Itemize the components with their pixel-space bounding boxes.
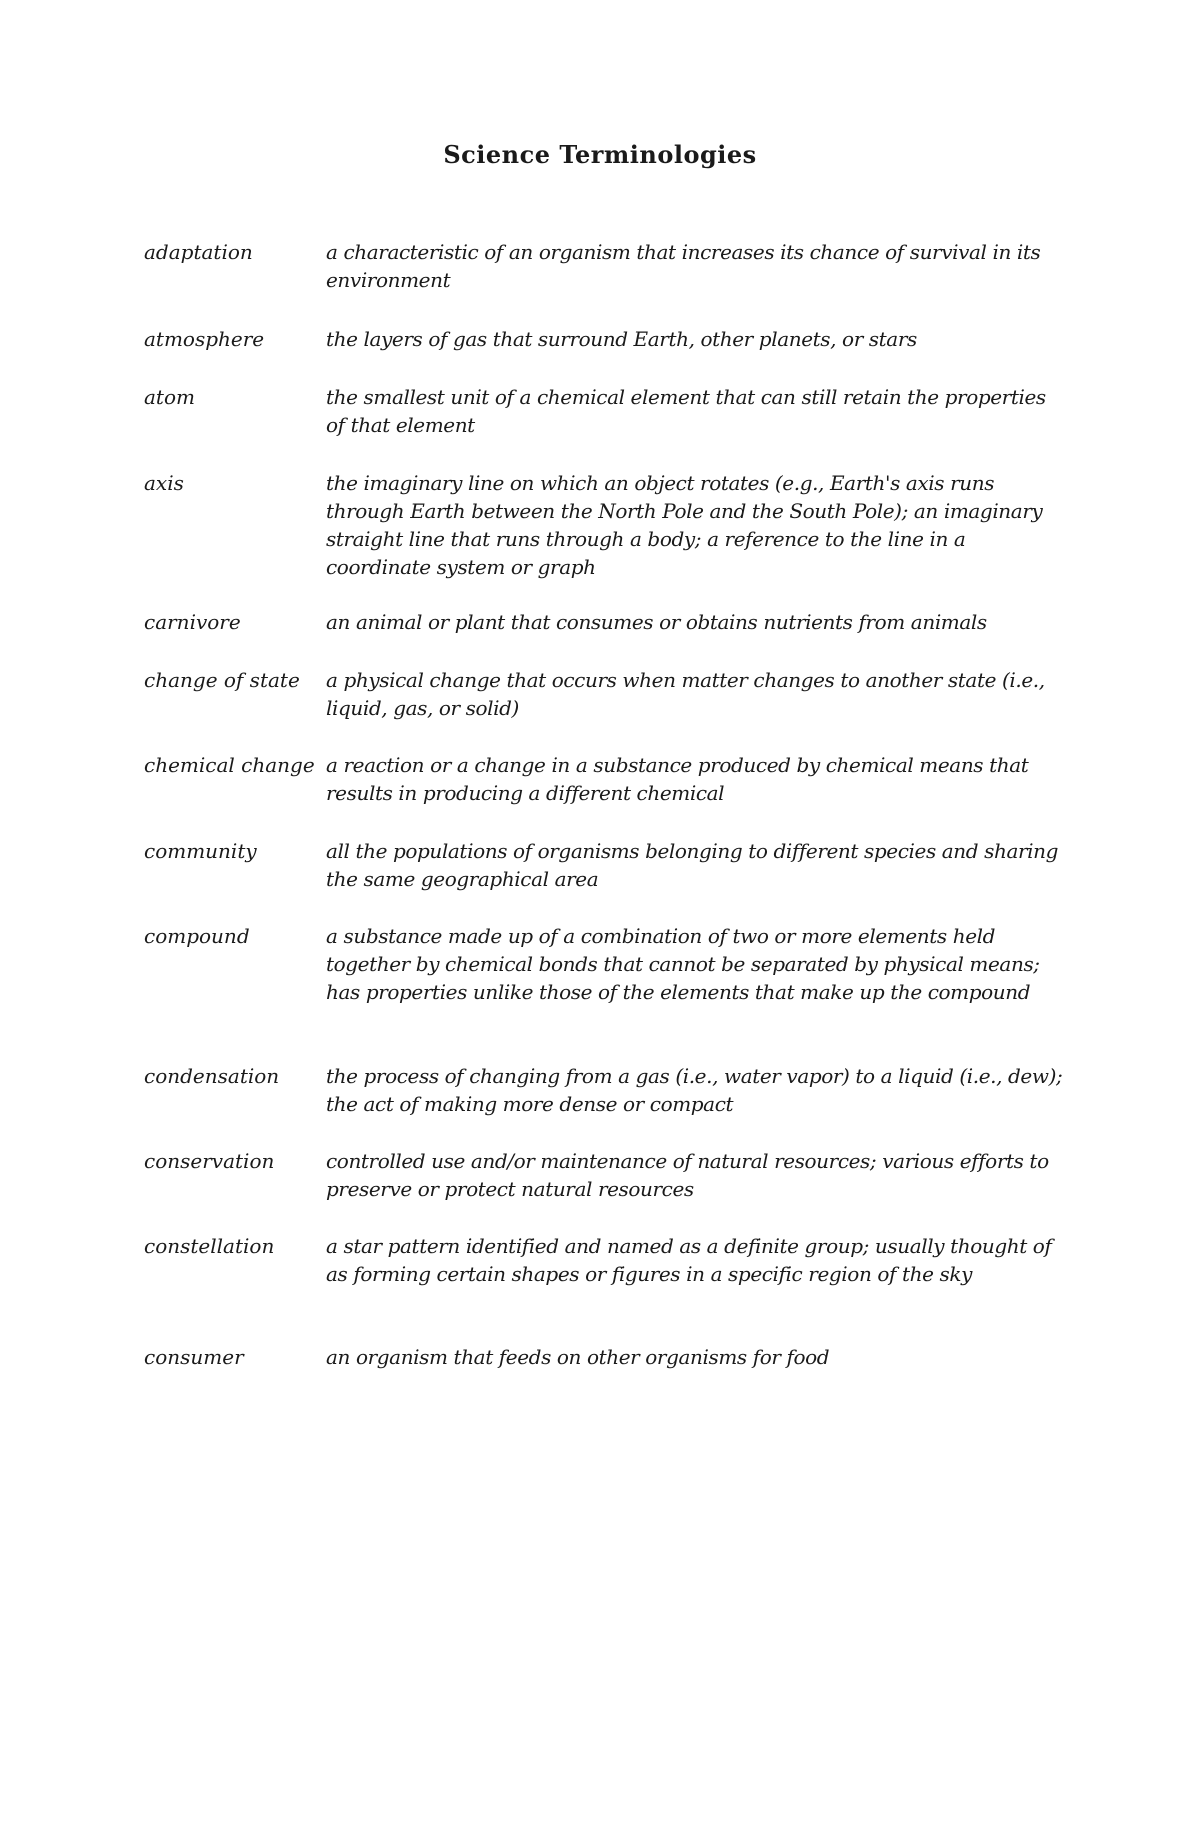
glossary-term: conservation bbox=[144, 1149, 275, 1173]
glossary-definition: the imaginary line on which an object rotates (e.g., Earth's axis runs through Earth between the North Pole and the South Pole); an imaginary straight line that runs through a body; a reference to the line in a coordinate system or graph bbox=[326, 471, 1043, 579]
glossary-term: adaptation bbox=[144, 240, 253, 264]
glossary-term: axis bbox=[144, 471, 184, 495]
glossary-term: compound bbox=[144, 924, 250, 948]
glossary-definition: the layers of gas that surround Earth, other planets, or stars bbox=[326, 327, 917, 351]
glossary-term: atom bbox=[144, 385, 195, 409]
glossary-term: atmosphere bbox=[144, 327, 265, 351]
glossary-term: consumer bbox=[144, 1345, 244, 1369]
glossary-definition: an animal or plant that consumes or obtains nutrients from animals bbox=[326, 610, 987, 634]
glossary-definition: a characteristic of an organism that increases its chance of survival in its environment bbox=[326, 240, 1041, 292]
glossary-definition: a reaction or a change in a substance produced by chemical means that results in producing a different chemical bbox=[326, 753, 1029, 805]
glossary-term: constellation bbox=[144, 1234, 275, 1258]
page-title: Science Terminologies bbox=[443, 140, 757, 169]
glossary-term: change of state bbox=[144, 668, 300, 692]
glossary-definition: a physical change that occurs when matter changes to another state (i.e., liquid, gas, or solid) bbox=[326, 668, 1045, 720]
glossary-definition: all the populations of organisms belonging to different species and sharing the same geographical area bbox=[326, 839, 1059, 891]
glossary-term: condensation bbox=[144, 1064, 280, 1088]
glossary-term: community bbox=[144, 839, 257, 863]
glossary-term: carnivore bbox=[144, 610, 241, 634]
glossary-definition: the smallest unit of a chemical element that can still retain the properties of that element bbox=[326, 385, 1046, 437]
glossary-definition: the process of changing from a gas (i.e., water vapor) to a liquid (i.e., dew); the act of making more dense or compact bbox=[326, 1064, 1063, 1116]
glossary-definition: a substance made up of a combination of two or more elements held together by chemical bonds that cannot be separated by physical means; has properties unlike those of the elements that make up the compound bbox=[326, 924, 1040, 1004]
glossary-definition: an organism that feeds on other organisms for food bbox=[326, 1345, 830, 1369]
glossary-definition: a star pattern identified and named as a definite group; usually thought of as forming certain shapes or figures in a specific region of the sky bbox=[326, 1234, 1052, 1286]
glossary-term: chemical change bbox=[144, 753, 315, 777]
glossary-definition: controlled use and/or maintenance of natural resources; various efforts to preserve or protect natural resources bbox=[326, 1149, 1049, 1201]
